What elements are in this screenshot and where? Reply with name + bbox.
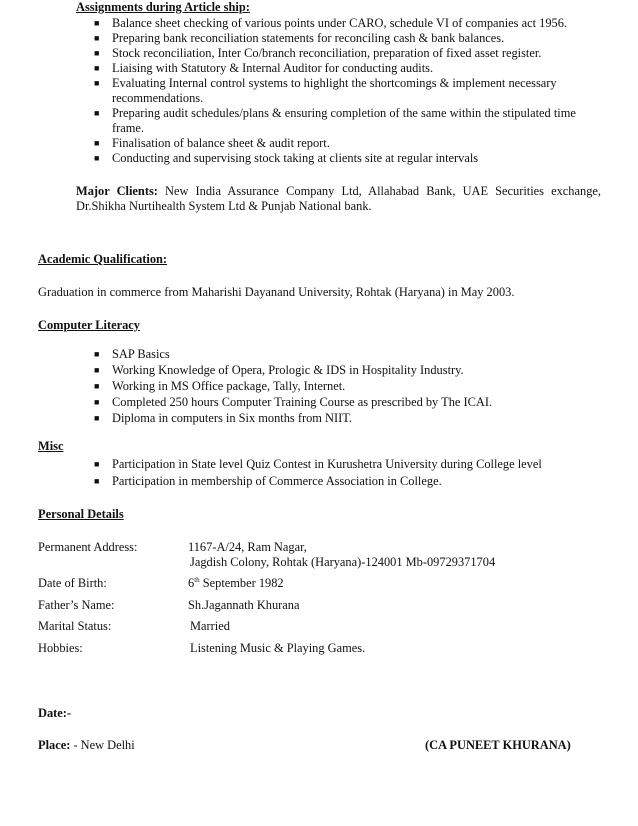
list-item: ■ Preparing bank reconciliation statements for reconciling cash & bank balances.	[94, 31, 505, 45]
list-item: ■ Preparing audit schedules/plans & ensuring completion of the same within the stipulated time frame.	[94, 106, 576, 135]
personal-heading: Personal Details	[38, 507, 124, 521]
dob-label: Date of Birth:	[38, 576, 107, 590]
bullet-icon: ■	[94, 63, 100, 73]
major-clients	[76, 184, 601, 214]
place-value: - New Delhi	[70, 738, 135, 752]
address-line1: 1167-A/24, Ram Nagar,	[188, 540, 307, 554]
list-item: ■ Working in MS Office package, Tally, Internet.	[94, 379, 346, 393]
misc-list	[94, 457, 614, 489]
bullet-icon: ■	[94, 365, 100, 375]
academic-heading: Academic Qualification:	[38, 252, 168, 266]
bullet-icon: ■	[94, 413, 100, 423]
bullet-icon: ■	[94, 48, 100, 58]
computer-list	[94, 347, 594, 426]
address-label: Permanent Address:	[38, 540, 138, 554]
list-item: ■ Completed 250 hours Computer Training Course as prescribed by The ICAI.	[94, 395, 493, 409]
bullet-icon: ■	[94, 459, 100, 469]
misc-heading: Misc	[38, 439, 64, 453]
computer-heading: Computer Literacy	[38, 318, 140, 332]
dob-value: 6th September 1982	[188, 575, 284, 590]
bullet-icon: ■	[94, 397, 100, 407]
hobbies-label: Hobbies:	[38, 641, 83, 655]
bullet-icon: ■	[94, 33, 100, 43]
list-item: ■ Liaising with Statutory & Internal Auditor for conducting audits.	[94, 61, 434, 75]
bullet-icon: ■	[94, 381, 100, 391]
list-item: ■ Balance sheet checking of various points under CARO, schedule VI of companies act 1956.	[94, 16, 568, 30]
academic-text: Graduation in commerce from Maharishi Dayanand University, Rohtak (Haryana) in May 2003.	[38, 285, 515, 299]
signature: (CA PUNEET KHURANA)	[425, 738, 571, 752]
marital-label: Marital Status:	[38, 619, 112, 633]
bullet-icon: ■	[94, 476, 100, 486]
list-item: ■ SAP Basics	[94, 347, 170, 361]
father-label: Father’s Name:	[38, 598, 115, 612]
clients-text: New India Assurance Company Ltd, Allahabad Bank, UAE Securities exchange, Dr.Shikha Nurtihealth System Ltd & Punjab National bank.	[76, 184, 601, 213]
article-heading: Assignments during Article ship:	[76, 0, 250, 14]
bullet-icon: ■	[94, 78, 100, 88]
list-item: ■ Finalisation of balance sheet & audit report.	[94, 136, 330, 150]
list-item: ■ Working Knowledge of Opera, Prologic & IDS in Hospitality Industry.	[94, 363, 464, 377]
bullet-icon: ■	[94, 108, 100, 118]
bullet-icon: ■	[94, 138, 100, 148]
article-list	[94, 16, 594, 166]
bullet-icon: ■	[94, 153, 100, 163]
bullet-icon: ■	[94, 18, 100, 28]
marital-value: Married	[190, 619, 230, 633]
list-item: ■ Evaluating Internal control systems to highlight the shortcomings & implement necessary recommendations.	[94, 76, 557, 105]
list-item: ■ Participation in membership of Commerce Association in College.	[94, 474, 442, 488]
clients-label: Major Clients:	[76, 184, 158, 198]
bullet-icon: ■	[94, 349, 100, 359]
place-line	[38, 738, 135, 753]
address-line2: Jagdish Colony, Rohtak (Haryana)-124001 Mb-09729371704	[190, 555, 496, 569]
list-item: ■ Participation in State level Quiz Contest in Kurushetra University during College level	[94, 457, 542, 471]
list-item: ■ Conducting and supervising stock taking at clients site at regular intervals	[94, 151, 479, 165]
list-item: ■ Diploma in computers in Six months from NIIT.	[94, 411, 352, 425]
place-label: Place:	[38, 738, 71, 752]
hobbies-value: Listening Music & Playing Games.	[190, 641, 366, 655]
list-item: ■ Stock reconciliation, Inter Co/branch reconciliation, preparation of fixed asset register.	[94, 46, 542, 60]
father-value: Sh.Jagannath Khurana	[188, 598, 300, 612]
date-label: Date:-	[38, 706, 72, 720]
